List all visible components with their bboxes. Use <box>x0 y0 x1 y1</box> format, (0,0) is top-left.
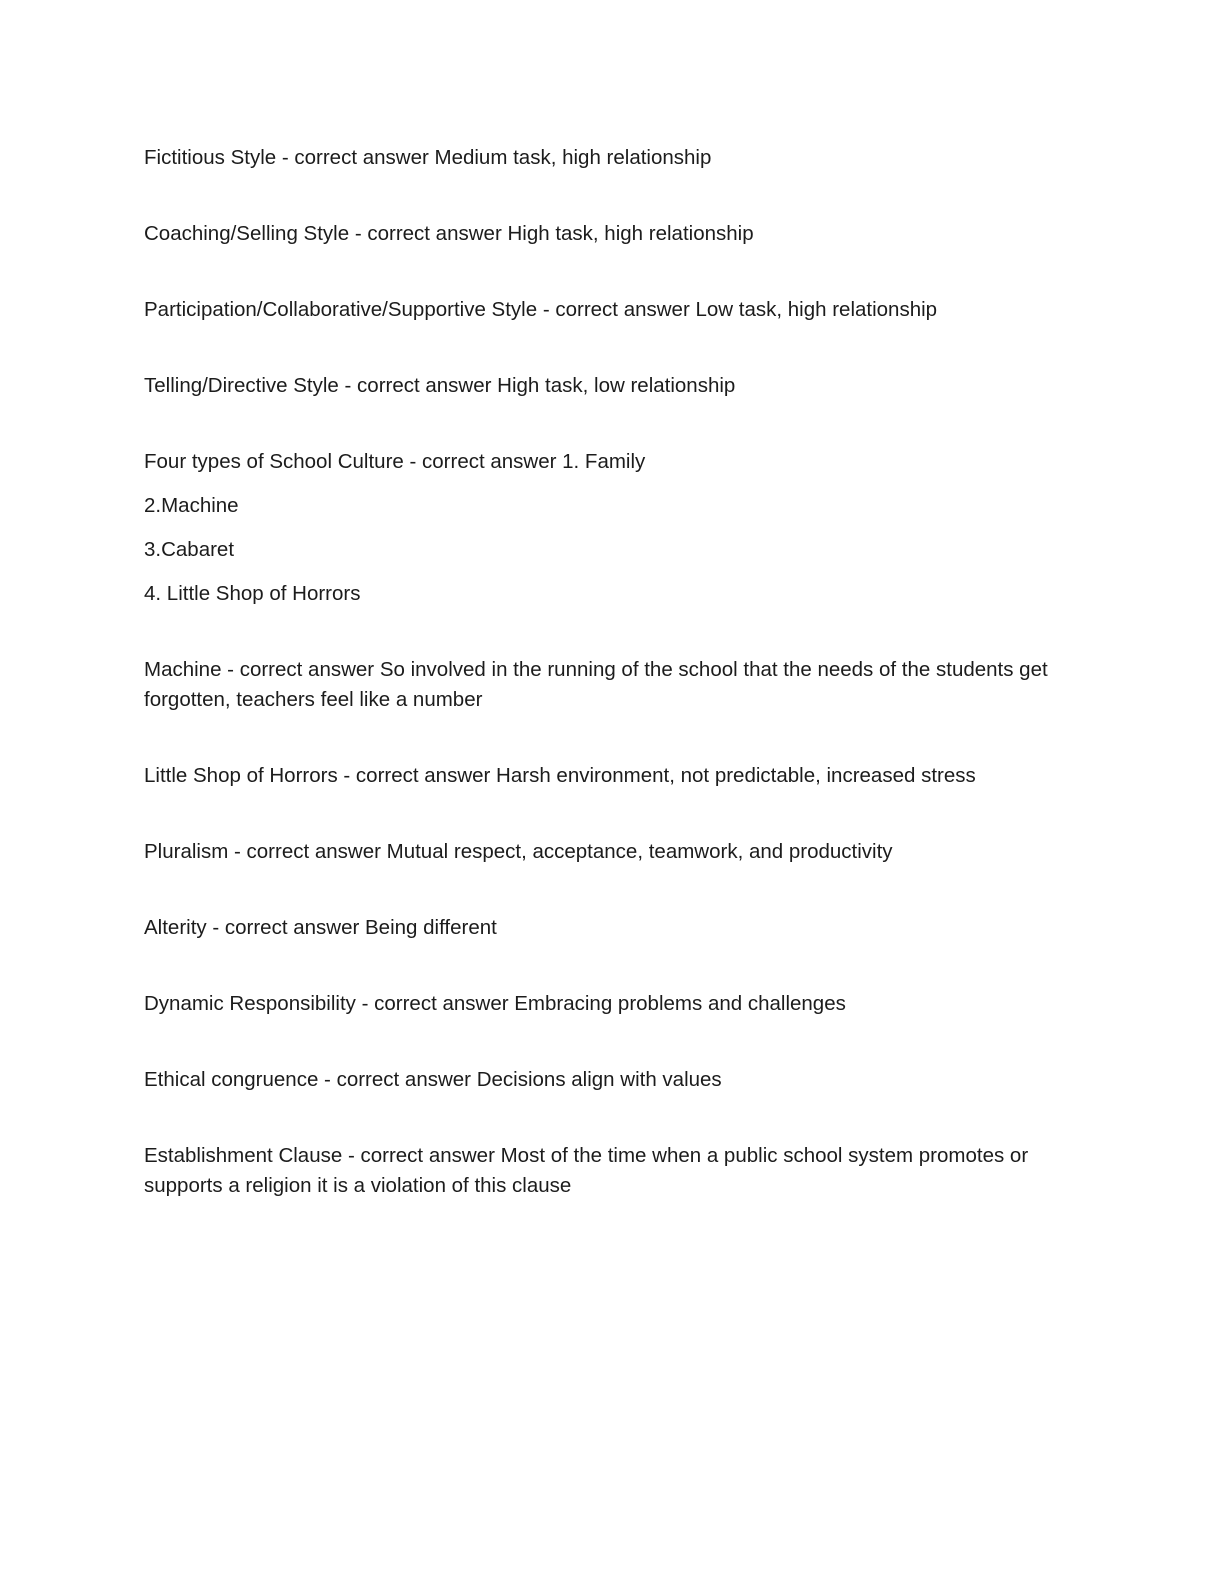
qa-paragraph: 4. Little Shop of Horrors <box>144 582 361 605</box>
qa-paragraph: Fictitious Style - correct answer Medium task, high relationship <box>144 146 712 169</box>
qa-paragraph: 3.Cabaret <box>144 538 235 561</box>
qa-block <box>144 143 1080 173</box>
qa-paragraph: Little Shop of Horrors - correct answer Harsh environment, not predictable, increased stress <box>144 764 976 787</box>
qa-paragraph: Establishment Clause - correct answer Most of the time when a public school system promotes or supports a religion it is a violation of this clause <box>144 1144 1029 1197</box>
qa-paragraph: Dynamic Responsibility - correct answer Embracing problems and challenges <box>144 992 846 1015</box>
qa-block <box>144 913 1080 943</box>
qa-paragraph: Participation/Collaborative/Supportive Style - correct answer Low task, high relationship <box>144 298 938 321</box>
qa-paragraph: Telling/Directive Style - correct answer High task, low relationship <box>144 374 736 397</box>
qa-block <box>144 219 1080 249</box>
qa-paragraph: 2.Machine <box>144 494 239 517</box>
qa-paragraph: Coaching/Selling Style - correct answer High task, high relationship <box>144 222 754 245</box>
qa-paragraph: Machine - correct answer So involved in the running of the school that the needs of the students get forgotten, teachers feel like a number <box>144 658 1048 711</box>
qa-block <box>144 989 1080 1019</box>
qa-paragraph: Four types of School Culture - correct answer 1. Family <box>144 450 646 473</box>
qa-block <box>144 371 1080 401</box>
qa-block <box>144 655 1080 715</box>
qa-paragraph: Ethical congruence - correct answer Decisions align with values <box>144 1068 722 1091</box>
qa-block <box>144 295 1080 325</box>
qa-block <box>144 447 1080 609</box>
qa-block <box>144 1141 1080 1201</box>
qa-block <box>144 837 1080 867</box>
qa-block <box>144 1065 1080 1095</box>
qa-paragraph: Pluralism - correct answer Mutual respect, acceptance, teamwork, and productivity <box>144 840 893 863</box>
qa-block <box>144 761 1080 791</box>
document-content <box>144 143 1080 1247</box>
qa-paragraph: Alterity - correct answer Being different <box>144 916 497 939</box>
